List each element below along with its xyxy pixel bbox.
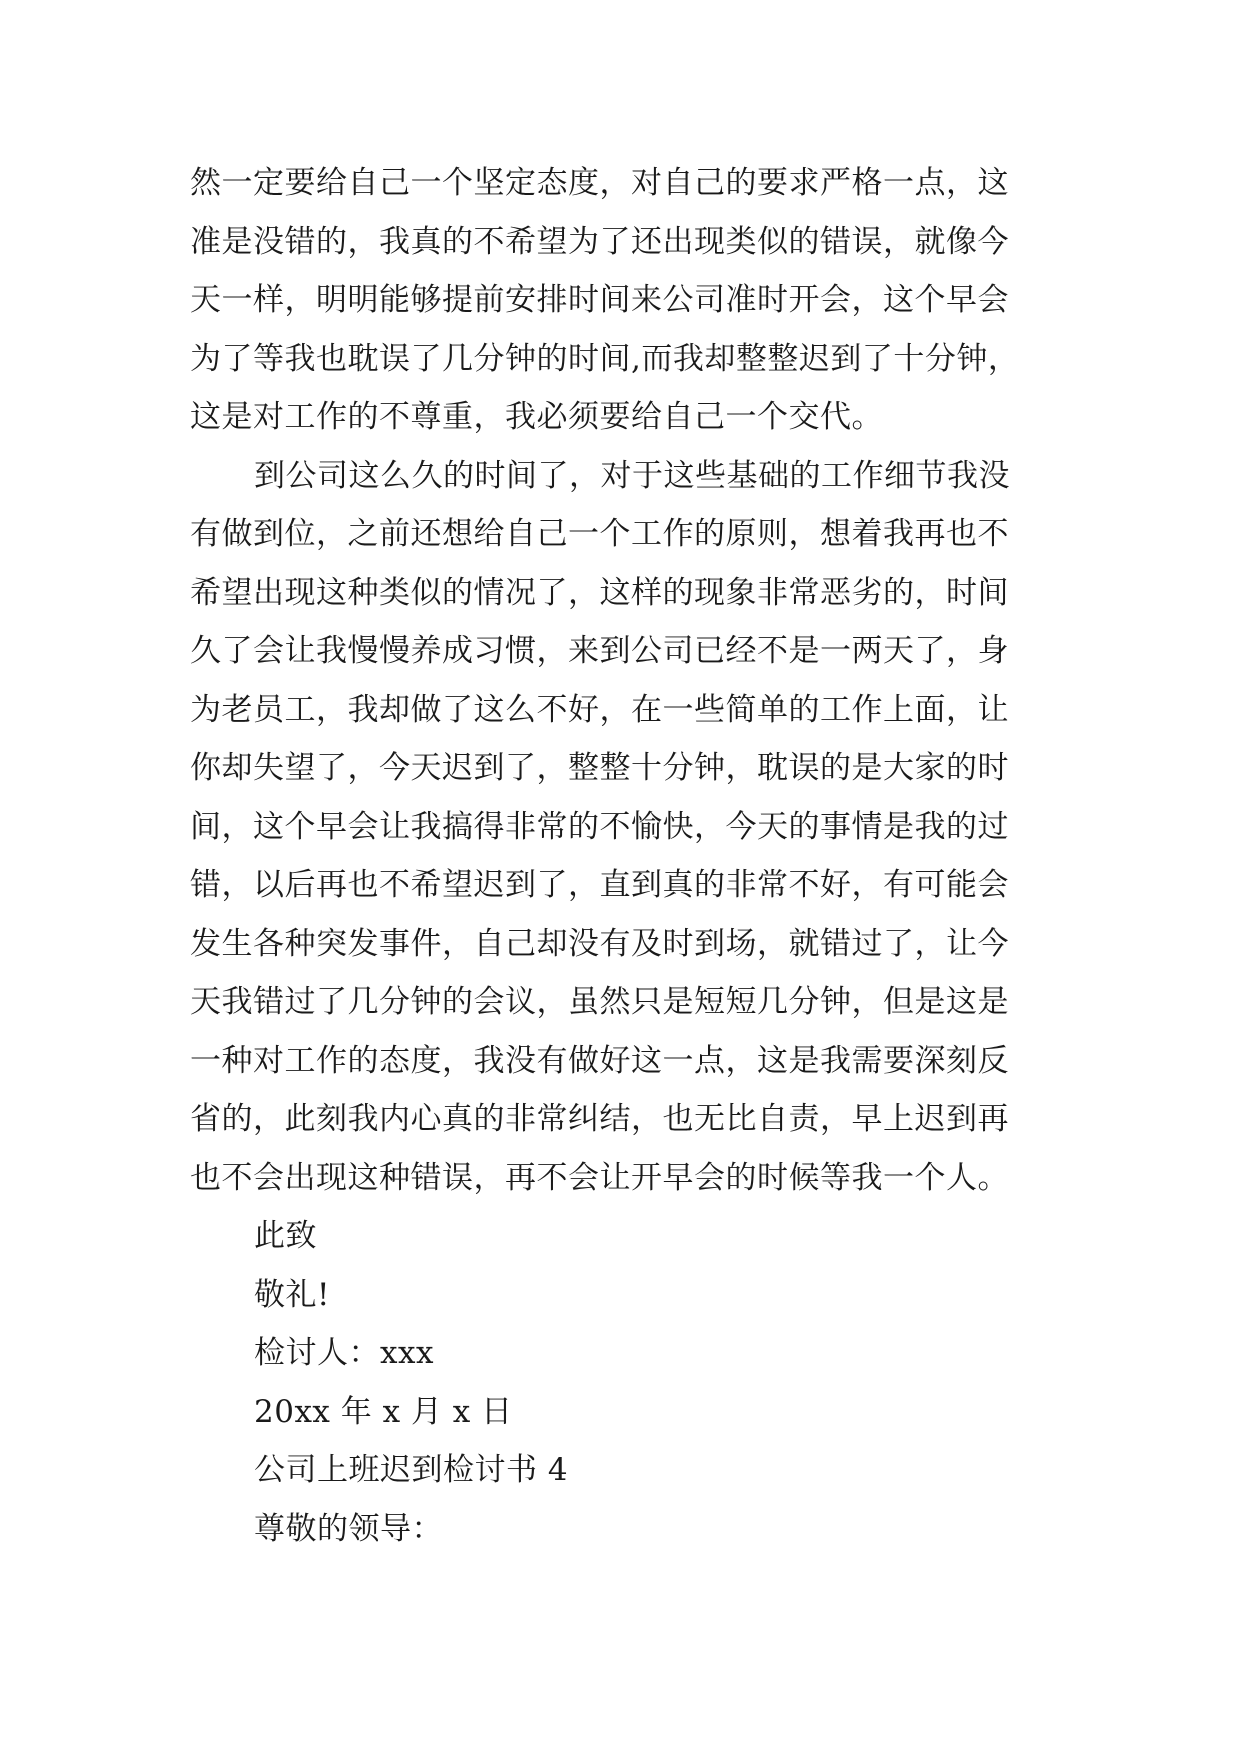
text-line: 发生各种突发事件，自己却没有及时到场，就错过了，让今 <box>190 925 1009 962</box>
text-line: 天我错过了几分钟的会议，虽然只是短短几分钟，但是这是 <box>190 984 1009 1020</box>
paragraph-2 <box>190 447 1060 1208</box>
signature-line: 检讨人：xxx <box>254 1335 434 1371</box>
text-line: 错，以后再也不希望迟到了，直到真的非常不好，有可能会 <box>190 867 1009 903</box>
paragraph-1 <box>190 154 1060 447</box>
text-line: 然一定要给自己一个坚定态度，对自己的要求严格一点，这 <box>190 165 1009 201</box>
text-line: 你却失望了，今天迟到了，整整十分钟，耽误的是大家的时 <box>190 750 1009 786</box>
text-line: 间，这个早会让我搞得非常的不愉快，今天的事情是我的过 <box>190 808 1009 845</box>
text-line: 天一样，明明能够提前安排时间来公司准时开会，这个早会 <box>190 282 1009 318</box>
text-line: 一种对工作的态度，我没有做好这一点，这是我需要深刻反 <box>190 1042 1009 1079</box>
text-line: 这是对工作的不尊重，我必须要给自己一个交代。 <box>190 399 883 435</box>
text-line: 到公司这么久的时间了，对于这些基础的工作细节我没 <box>254 457 1010 494</box>
section-title: 公司上班迟到检讨书 4 <box>254 1452 569 1488</box>
salute-line: 敬礼! <box>254 1276 330 1313</box>
text-line: 久了会让我慢慢养成习惯，来到公司已经不是一两天了，身 <box>190 633 1009 669</box>
text-line: 为老员工，我却做了这么不好，在一些简单的工作上面，让 <box>190 691 1009 728</box>
text-line: 省的，此刻我内心真的非常纠结，也无比自责，早上迟到再 <box>190 1101 1009 1137</box>
text-line: 准是没错的，我真的不希望为了还出现类似的错误，就像今 <box>190 223 1009 260</box>
date-line: 20xx 年 x 月 x 日 <box>254 1393 513 1430</box>
text-line: 也不会出现这种错误，再不会让开早会的时候等我一个人。 <box>190 1159 1009 1196</box>
text-line: 为了等我也耽误了几分钟的时间,而我却整整迟到了十分钟， <box>190 340 1020 377</box>
text-line: 有做到位，之前还想给自己一个工作的原则，想着我再也不 <box>190 516 1009 552</box>
closing-line: 此致 <box>254 1218 317 1254</box>
greeting-line: 尊敬的领导： <box>254 1510 443 1547</box>
text-line: 希望出现这种类似的情况了，这样的现象非常恶劣的，时间 <box>190 574 1009 611</box>
document-body <box>190 154 1060 1558</box>
